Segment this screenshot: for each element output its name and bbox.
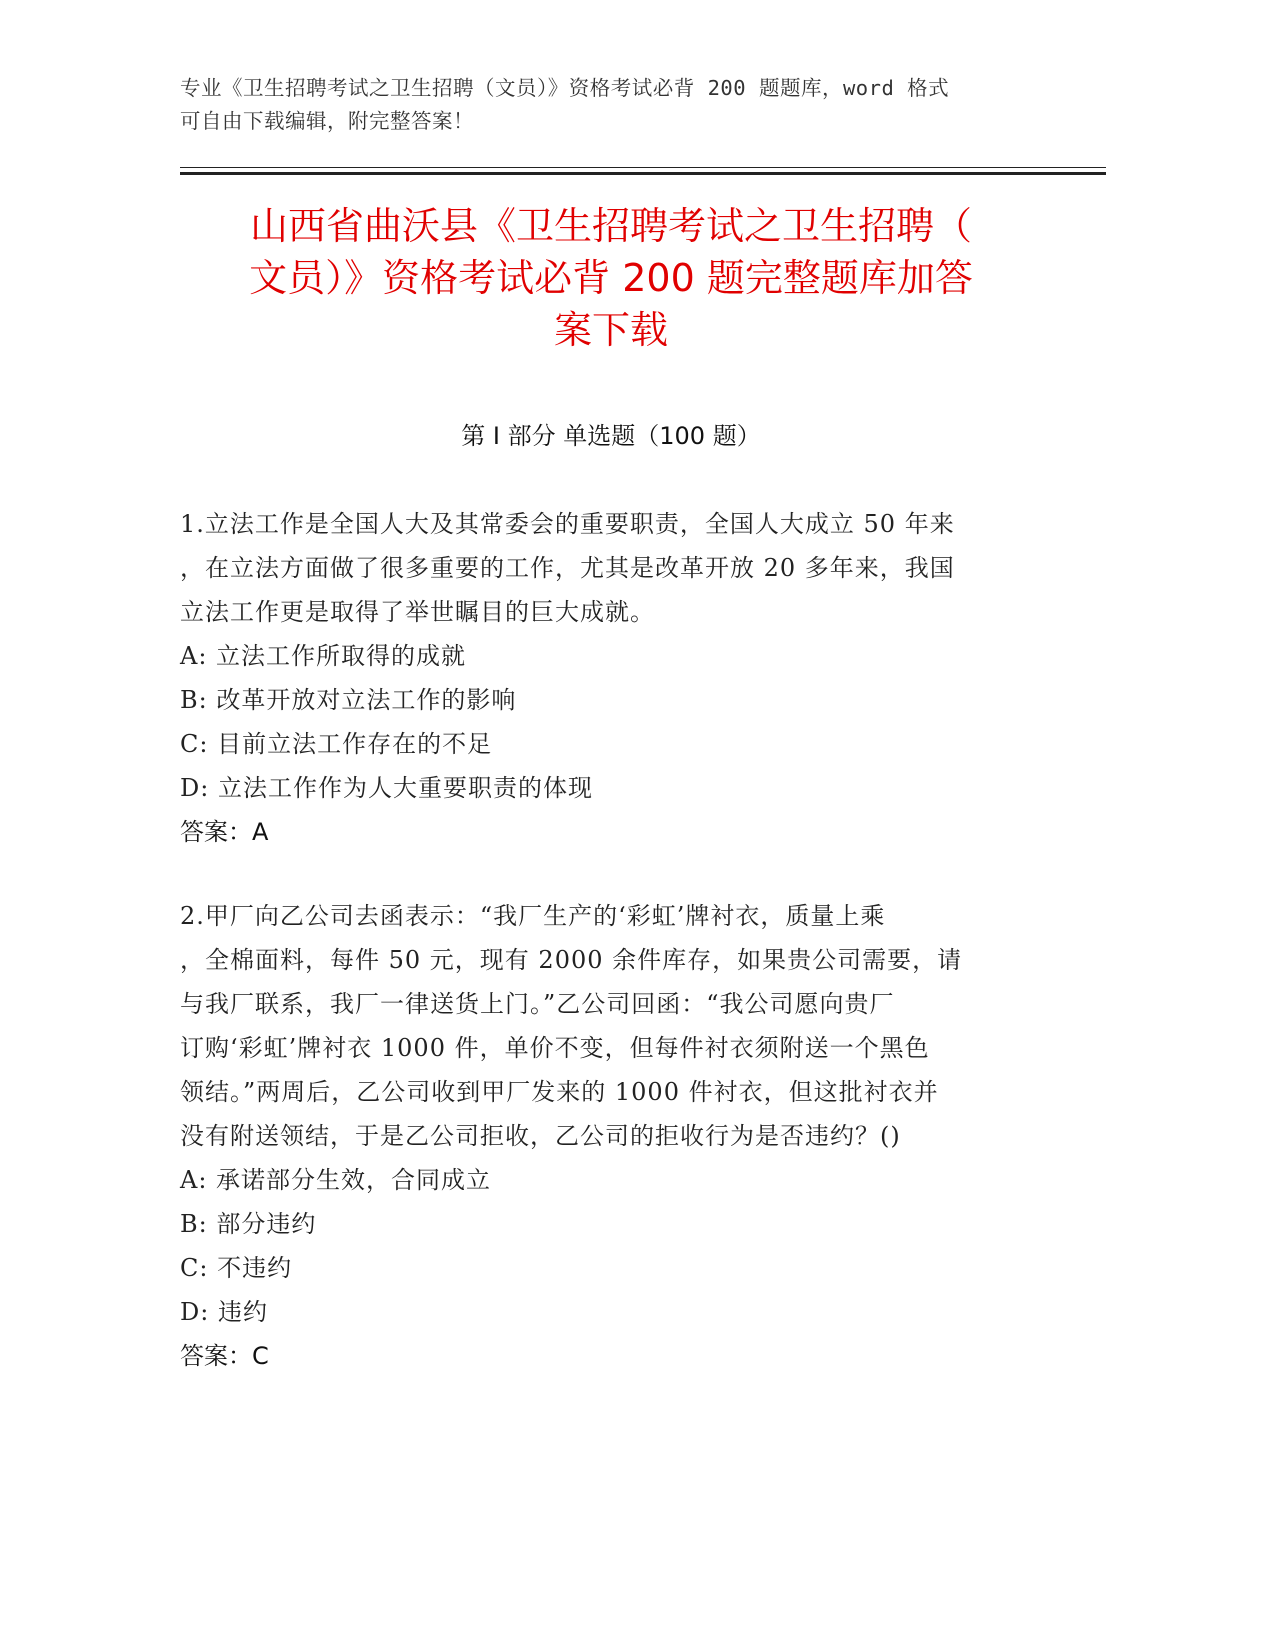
title-line: 案下载 [553,308,668,352]
question-stem-line: 1.立法工作是全国人大及其常委会的重要职责，全国人大成立 50 年来 [180,510,955,538]
question-stem-line: 立法工作更是取得了举世瞩目的巨大成就。 [180,598,655,626]
question-stem-line: 领结。”两周后，乙公司收到甲厂发来的 1000 件衬衣，但这批衬衣并 [180,1078,939,1106]
answer-label: 答案：C [180,1342,269,1370]
option-b: B: 部分违约 [180,1210,317,1238]
answer-label: 答案：A [180,818,269,846]
document-title [180,200,1042,356]
question-block [180,502,1050,854]
question-stem-line: 没有附送领结，于是乙公司拒收，乙公司的拒收行为是否违约？() [180,1122,901,1150]
header-rule-thick [180,172,1106,175]
question-stem-line: 2.甲厂向乙公司去函表示：“我厂生产的‘彩虹’牌衬衣，质量上乘 [180,902,886,930]
question-block [180,894,1050,1378]
option-d: D: 违约 [180,1298,268,1326]
option-c: C: 不违约 [180,1254,293,1282]
question-stem-line: 订购‘彩虹’牌衬衣 1000 件，单价不变，但每件衬衣须附送一个黑色 [180,1034,930,1062]
section-heading: 第 I 部分 单选题（100 题） [461,422,761,450]
option-a: A: 承诺部分生效，合同成立 [180,1166,492,1194]
question-stem-line: 与我厂联系，我厂一律送货上门。”乙公司回函：“我公司愿向贵厂 [180,990,895,1018]
option-b: B: 改革开放对立法工作的影响 [180,686,517,714]
option-c: C: 目前立法工作存在的不足 [180,730,493,758]
header-note-line: 专业《卫生招聘考试之卫生招聘（文员）》资格考试必背 200 题题库，word 格式 [180,76,950,100]
question-stem-line: ，全棉面料，每件 50 元，现有 2000 余件库存，如果贵公司需要，请 [180,946,963,974]
title-line: 山西省曲沃县《卫生招聘考试之卫生招聘（ [249,204,972,248]
option-a: A: 立法工作所取得的成就 [180,642,467,670]
header-rule-thin [180,167,1106,168]
header-note-line: 可自由下载编辑，附完整答案！ [180,109,474,133]
question-stem-line: ，在立法方面做了很多重要的工作，尤其是改革开放 20 多年来，我国 [180,554,955,582]
option-d: D: 立法工作作为人大重要职责的体现 [180,774,593,802]
header-note [180,72,1040,138]
title-line: 文员）》资格考试必背 200 题完整题库加答 [249,256,973,300]
